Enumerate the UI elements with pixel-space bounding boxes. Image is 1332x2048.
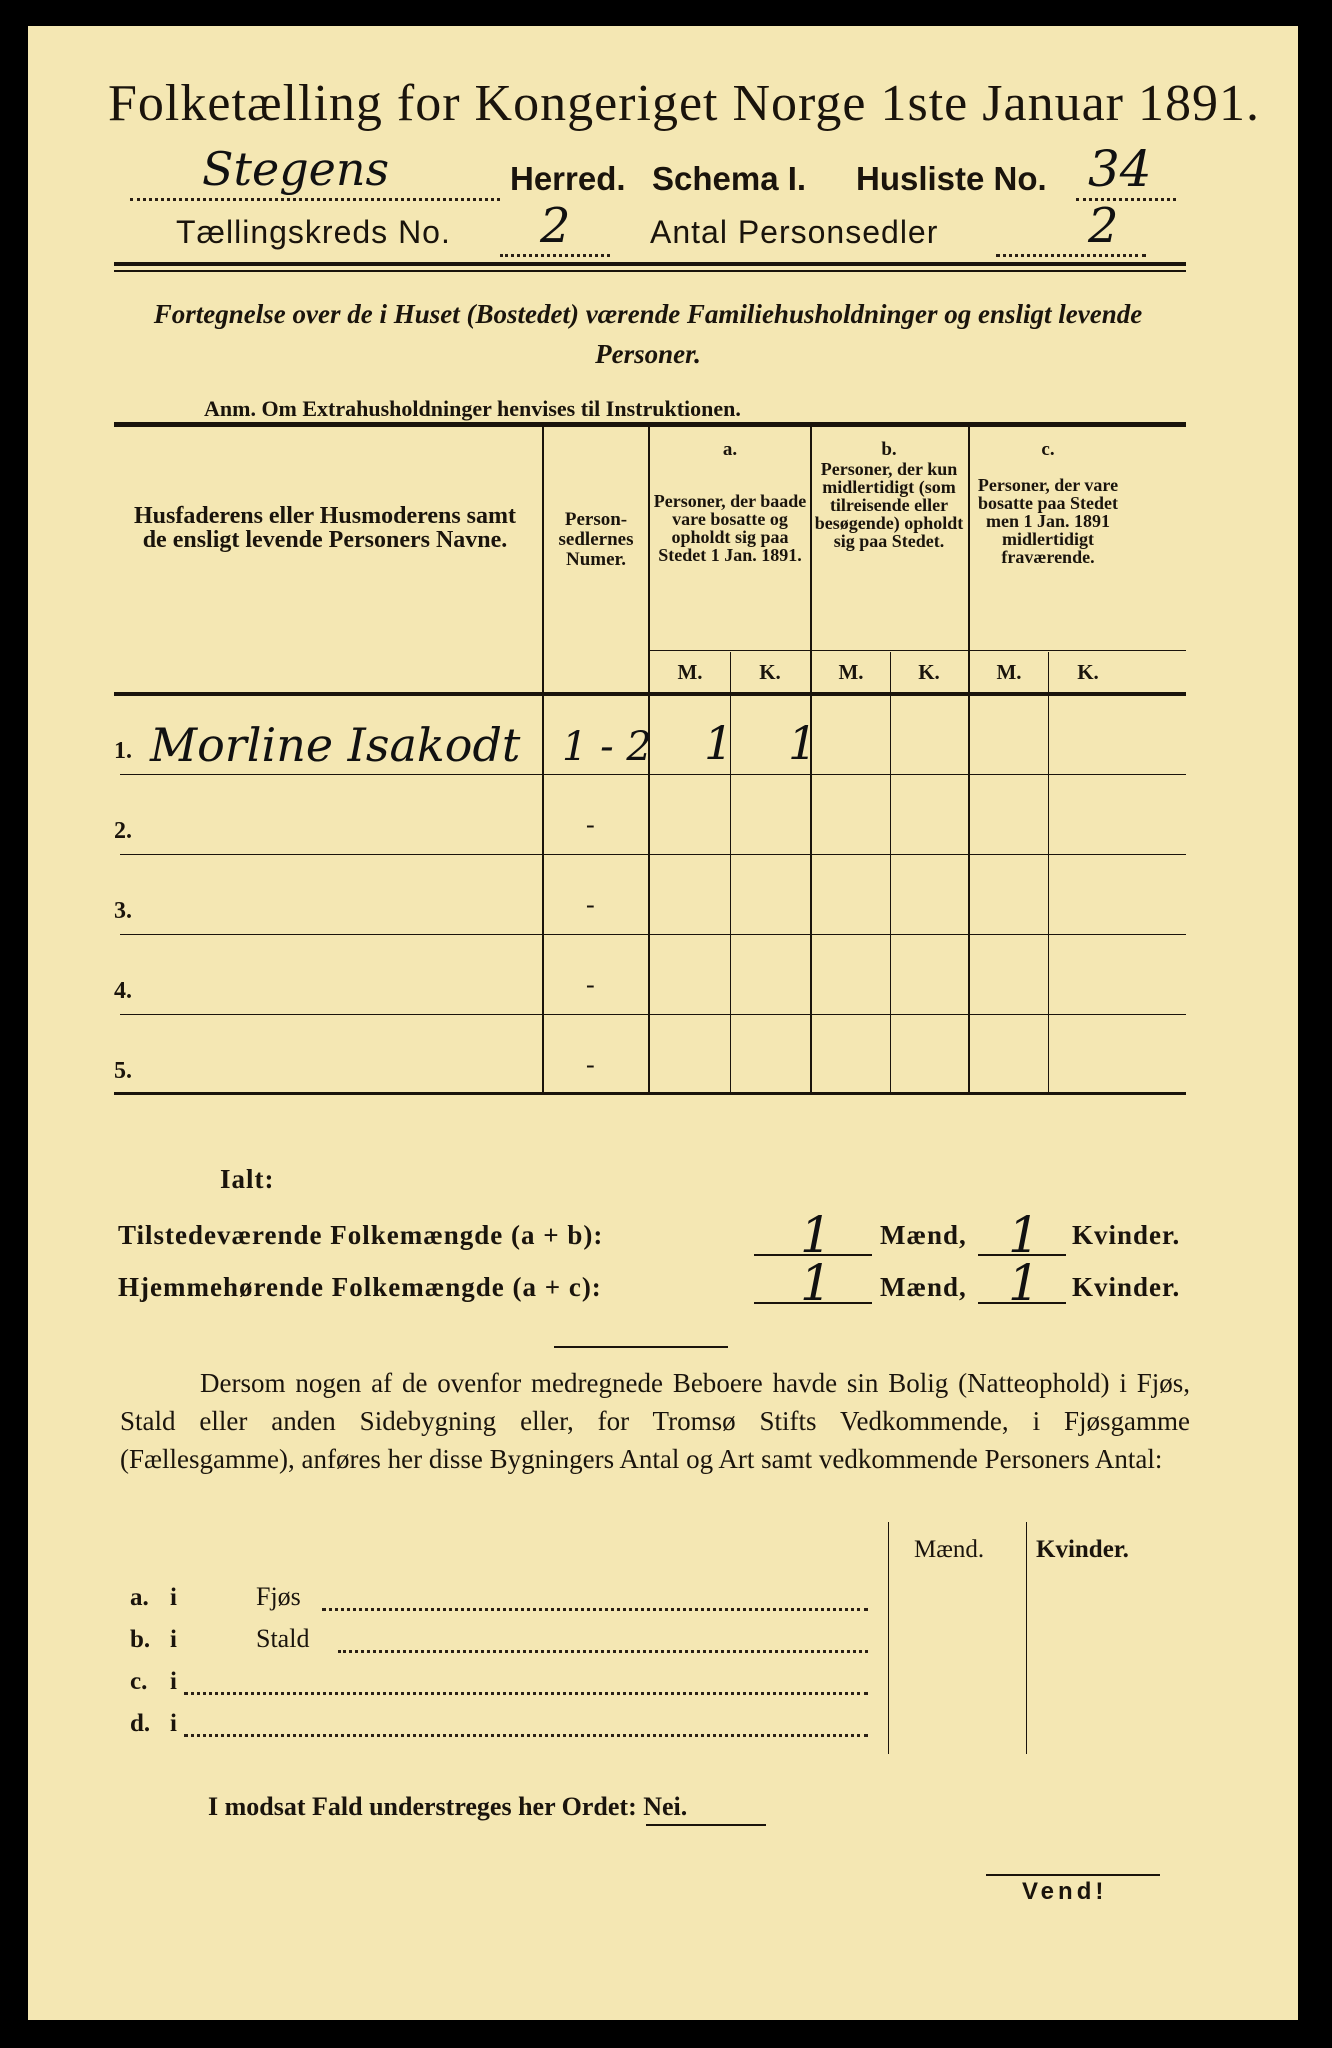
hjemme-label: Hjemmehørende Folkemængde (a + c):: [118, 1272, 602, 1302]
building-c-leader: [184, 1692, 868, 1695]
building-a-prefix: i: [170, 1584, 177, 1611]
row-3-sedler: -: [586, 890, 595, 919]
building-d-letter: d.: [130, 1710, 151, 1737]
form-title: Folketælling for Kongeriget Norge 1ste Januar 1891.: [108, 75, 1260, 132]
col-b-letter: b.: [881, 439, 897, 460]
row-1-name: Morline Isakodt: [150, 718, 521, 772]
header-rule-thick: [114, 262, 1186, 266]
row-rule-4: [120, 1014, 1186, 1015]
schema-label: Schema I.: [652, 160, 807, 197]
row-4-number: 4.: [114, 978, 132, 1004]
c-m-label: M.: [996, 660, 1022, 684]
ialt-label: Ialt:: [220, 1164, 275, 1194]
building-b-leader: [338, 1650, 868, 1653]
census-form-page: [28, 26, 1298, 2020]
row-5-number: 5.: [114, 1058, 132, 1084]
b-m-label: M.: [838, 660, 864, 684]
husliste-field: [1076, 140, 1176, 201]
col-c-header: Personer, der vare bosatte paa Stedet men 1 Jan. 1891 midlertidigt fraværende.: [977, 475, 1119, 567]
col-name-header: Husfaderens eller Husmoderens samt de ensligt levende Personers Navne.: [134, 503, 516, 553]
hjemme-m-value: 1: [800, 1254, 832, 1312]
kreds-value: 2: [540, 198, 571, 254]
antal-label: Antal Personsedler: [650, 214, 939, 250]
hjemme-k-value: 1: [1008, 1254, 1040, 1312]
row-5-sedler: -: [586, 1050, 595, 1079]
building-c-prefix: i: [170, 1668, 177, 1695]
row-3-number: 3.: [114, 898, 132, 924]
table-top-rule: [114, 422, 1186, 427]
table-bottom-rule: [114, 1092, 1186, 1095]
section-divider: [554, 1346, 728, 1348]
building-d-leader: [184, 1734, 868, 1737]
col-c-letter: c.: [1041, 439, 1055, 460]
building-d-prefix: i: [170, 1710, 177, 1737]
tilstede-label: Tilstedeværende Folkemængde (a + b):: [118, 1220, 604, 1250]
building-b-letter: b.: [130, 1626, 151, 1653]
buildings-divider-1: [888, 1522, 889, 1754]
a-k-label: K.: [759, 660, 781, 684]
nei-underline: [646, 1824, 766, 1826]
annotation-note: Anm. Om Extrahusholdninger henvises til Instruktionen.: [204, 396, 741, 421]
buildings-maend-header: Mænd.: [914, 1536, 985, 1563]
buildings-divider-2: [1026, 1522, 1027, 1754]
header-rule-thin: [114, 270, 1186, 272]
building-a-leader: [322, 1608, 868, 1611]
row-1-a-k: 1: [788, 716, 818, 770]
building-b-label: Stald: [256, 1624, 310, 1653]
table-header-rule: [114, 692, 1186, 696]
hjemme-maend: Mænd,: [880, 1272, 967, 1302]
vend-text: Vend!: [1022, 1878, 1108, 1905]
col-b-header: Personer, der kun midlertidigt (som tilreisende eller besøgende) opholdt sig paa Stedet.: [814, 459, 964, 551]
kreds-label: Tællingskreds No.: [176, 214, 451, 250]
husliste-label: Husliste No.: [856, 160, 1047, 197]
c-k-label: K.: [1077, 660, 1099, 684]
husliste-value: 34: [1088, 140, 1152, 198]
col-divider-c-mk: [1048, 652, 1049, 1092]
a-m-label: M.: [677, 660, 703, 684]
tilstede-kvinder: Kvinder.: [1072, 1220, 1181, 1250]
row-rule-1: [120, 774, 1186, 775]
herred-field: [130, 142, 500, 201]
tilstede-m-field: [754, 1206, 872, 1264]
building-a-label: Fjøs: [256, 1582, 301, 1611]
col-a-header: Personer, der baade vare bosatte og opholdt sig paa Stedet 1 Jan. 1891.: [653, 491, 807, 565]
mk-header-rule: [648, 650, 1186, 651]
buildings-kvinder-header: Kvinder.: [1036, 1536, 1129, 1563]
tilstede-k-value: 1: [1008, 1206, 1040, 1264]
hjemme-kvinder: Kvinder.: [1072, 1272, 1181, 1302]
hjemme-m-field: [754, 1254, 872, 1312]
hjemme-k-field: [978, 1254, 1066, 1312]
row-rule-2: [120, 854, 1186, 855]
row-2-number: 2.: [114, 818, 132, 844]
col-a-letter: a.: [722, 439, 738, 460]
vend-rule: [986, 1874, 1160, 1876]
building-c-letter: c.: [130, 1668, 148, 1695]
col-divider-b-mk: [890, 652, 891, 1092]
row-4-sedler: -: [586, 970, 595, 999]
col-num-header: Person-sedlernes Numer.: [558, 509, 634, 570]
antal-value: 2: [1088, 198, 1119, 254]
row-rule-3: [120, 934, 1186, 935]
modsat-text: I modsat Fald understreges her Ordet: Nei.: [208, 1792, 688, 1821]
col-divider-1: [542, 426, 544, 1092]
intro-text: Fortegnelse over de i Huset (Bostedet) værende Familiehusholdninger og ensligt levende Personer.: [153, 299, 1143, 369]
herred-label: Herred.: [510, 160, 626, 197]
buildings-paragraph: Dersom nogen af de ovenfor medregnede Beboere havde sin Bolig (Natteophold) i Fjøs, Stald eller anden Sidebygning eller, for Tromsø Stifts Vedkommende, i Fjøsgamme (Fællesgamme), anføres her disse Bygningers Antal og Art samt vedkommende Personers Antal:: [120, 1368, 1190, 1474]
tilstede-maend: Mænd,: [880, 1220, 967, 1250]
row-2-sedler: -: [586, 810, 595, 839]
row-1-a-m: 1: [704, 716, 734, 770]
kreds-field: [500, 198, 610, 257]
building-a-letter: a.: [130, 1584, 149, 1611]
building-b-prefix: i: [170, 1626, 177, 1653]
tilstede-k-field: [978, 1206, 1066, 1264]
tilstede-m-value: 1: [800, 1206, 832, 1264]
herred-value: Stegens: [202, 142, 390, 196]
antal-field: [996, 198, 1146, 257]
b-k-label: K.: [918, 660, 940, 684]
row-1-sedler: 1 - 2: [562, 724, 652, 770]
row-1-number: 1.: [114, 738, 132, 764]
